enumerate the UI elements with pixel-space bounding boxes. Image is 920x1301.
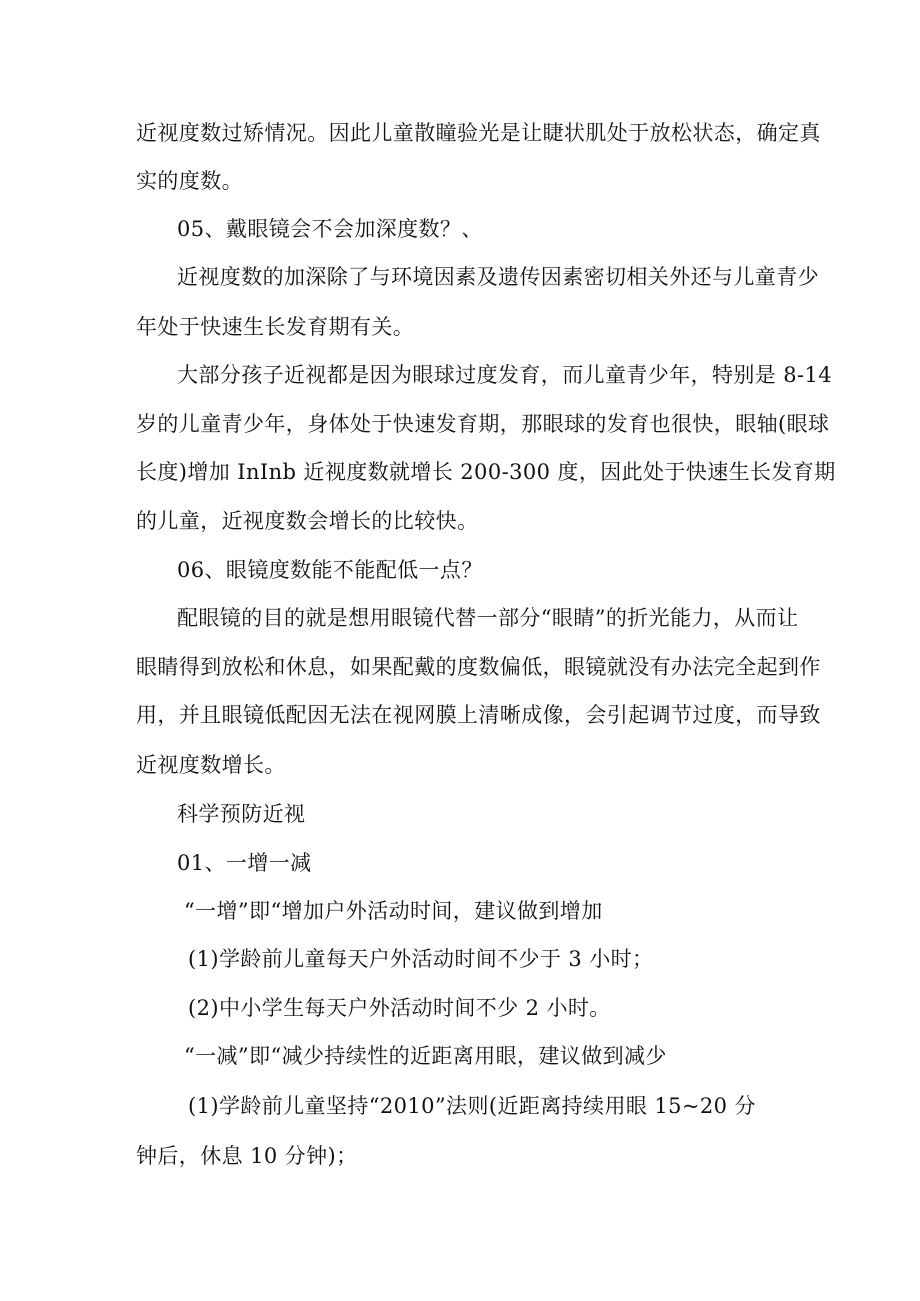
section-heading: 科学预防近视 [177, 802, 306, 826]
text-line: 大部分孩子近视都是因为眼球过度发育，而儿童青少年，特别是 8-14 [177, 363, 833, 387]
text-line: 实的度数。 [136, 169, 243, 193]
text-line: 眼睛得到放松和休息，如果配戴的度数偏低，眼镜就没有办法完全起到作 [136, 655, 821, 679]
list-item: (2)中小学生每天户外活动时间不少 2 小时。 [188, 996, 611, 1020]
text-line: 年处于快速生长发育期有关。 [136, 315, 415, 339]
text-line: 近视度数过矫情况。因此儿童散瞳验光是让睫状肌处于放松状态，确定真 [136, 121, 821, 145]
section-heading: 01、一增一减 [177, 851, 312, 875]
text-line: 的儿童，近视度数会增长的比较快。 [136, 509, 479, 533]
section-heading: 06、眼镜度数能不能配低一点？ [177, 558, 483, 582]
text-line: 配眼镜的目的就是想用眼镜代替一部分“眼睛”的折光能力，从而让 [177, 606, 799, 630]
text-line: 钟后，休息 10 分钟)； [136, 1144, 358, 1168]
text-line: “一减”即“减少持续性的近距离用眼，建议做到减少 [184, 1044, 667, 1068]
text-line: 长度)增加 InInb 近视度数就增长 200-300 度，因此处于快速生长发育期 [136, 460, 836, 484]
text-line: 近视度数的加深除了与环境因素及遗传因素密切相关外还与儿童青少 [177, 265, 819, 289]
text-line: “一增”即“增加户外活动时间，建议做到增加 [184, 899, 603, 923]
list-item: (1)学龄前儿童每天户外活动时间不少于 3 小时； [188, 947, 654, 971]
section-heading: 05、戴眼镜会不会加深度数？、 [177, 217, 483, 241]
text-line: 近视度数增长。 [136, 753, 286, 777]
text-line: 用，并且眼镜低配因无法在视网膜上清晰成像，会引起调节过度，而导致 [136, 703, 821, 727]
text-line: 岁的儿童青少年，身体处于快速发育期，那眼球的发育也很快，眼轴(眼球 [136, 412, 830, 436]
list-item: (1)学龄前儿童坚持“2010”法则(近距离持续用眼 15~20 分 [188, 1094, 756, 1118]
